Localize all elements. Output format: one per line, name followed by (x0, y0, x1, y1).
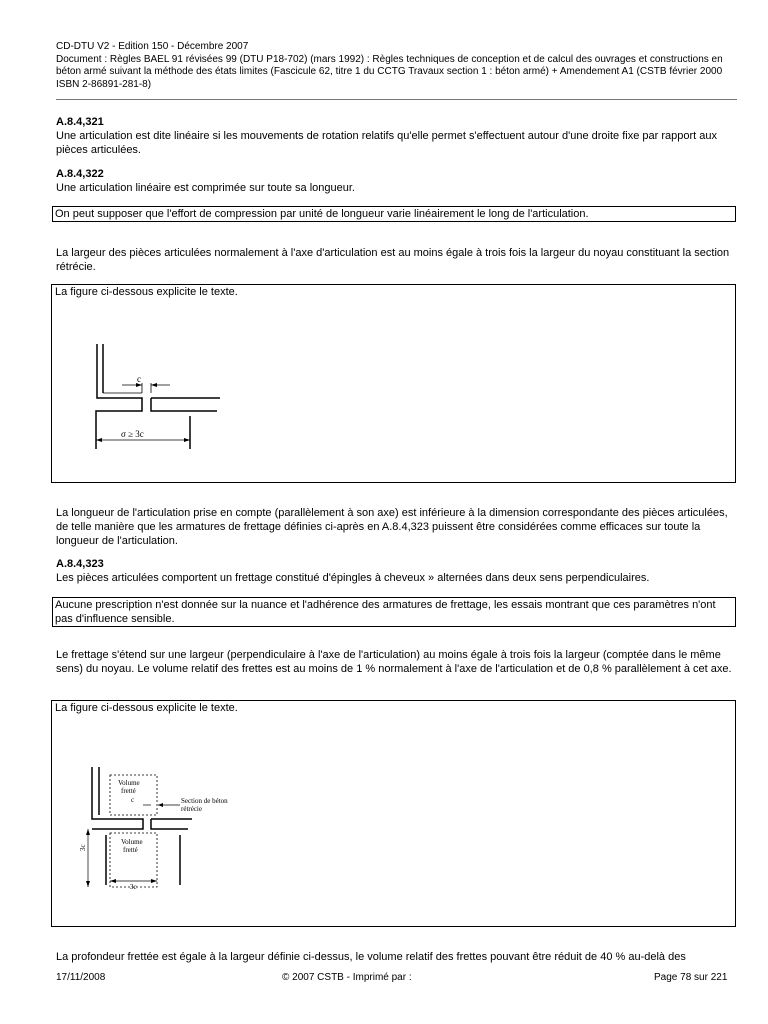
paragraph-profondeur: La profondeur frettée est égale à la largeur définie ci-dessus, le volume relatif des frettes pouvant être réduit de 40 % au-delà des (56, 951, 686, 963)
footer-copyright: © 2007 CSTB - Imprimé par : (282, 972, 412, 983)
comment-box (52, 597, 736, 627)
footer-page-number: Page 78 sur 221 (654, 972, 728, 983)
header-divider (56, 99, 737, 100)
label-retrecie: rétrécie (181, 805, 202, 813)
label-3c-horizontal: 3c (130, 883, 137, 891)
articulation-diagram (52, 285, 735, 482)
figure-box-1 (51, 284, 736, 483)
label-frette-top: fretté (121, 787, 136, 795)
section-text: Une articulation est dite linéaire si les mouvements de rotation relatifs qu'elle permet s'effectuent autour d'une droite fixe par rapport aux pièces articulées. (56, 130, 717, 156)
section-a84321 (56, 115, 740, 157)
section-text: Les pièces articulées comportent un frettage constitué d'épingles à cheveux » alternées dans deux sens perpendiculaires. (56, 572, 650, 584)
section-heading: A.8.4,322 (56, 168, 104, 180)
frettage-diagram (52, 701, 735, 926)
header-edition: CD-DTU V2 - Edition 150 - Décembre 2007 (56, 41, 249, 52)
section-heading: A.8.4,323 (56, 558, 104, 570)
label-c: c (137, 374, 141, 384)
label-section-beton: Section de béton (181, 797, 228, 805)
figure-box-2 (51, 700, 736, 927)
label-3c-vertical: 3c (79, 844, 87, 851)
section-text: Une articulation linéaire est comprimée sur toute sa longueur. (56, 182, 355, 194)
section-a84322 (56, 167, 740, 195)
header-document-title: Document : Règles BAEL 91 révisées 99 (DTU P18-702) (mars 1992) : Règles techniques de conception et de calcul des ouvrages et constructions en béton armé suivant la méthode des états limites (Fascicule 62, titre 1 du CCTG Travaux section 1 : béton armé) + Amendement A1 (CSTB février 2000 ISBN 2-86891-281-8) (56, 53, 723, 90)
comment-text: Aucune prescription n'est donnée sur la nuance et l'adhérence des armatures de frettage, les essais montrant que ces paramètres n'ont pas d'influence sensible. (55, 599, 716, 625)
paragraph-frettage: Le frettage s'étend sur une largeur (perpendiculaire à l'axe de l'articulation) au moins égale à trois fois la largeur (comptée dans le même sens) du noyau. Le volume relatif des frettes est au moins de 1 % normalement à l'axe de l'articulation et de 0,8 % parallèlement à cet axe. (56, 649, 732, 675)
label-volume-top: Volume (118, 779, 140, 787)
paragraph-longueur: La longueur de l'articulation prise en compte (parallèlement à son axe) est inférieure à la dimension correspondante des pièces articulées, de telle manière que les armatures de frettage définies ci-après en A.8.4,323 puissent être considérées comme efficaces sur toute la longueur de l'articulation. (56, 507, 728, 547)
section-heading: A.8.4,321 (56, 116, 104, 128)
figure-caption: La figure ci-dessous explicite le texte. (55, 286, 238, 298)
paragraph-largeur: La largeur des pièces articulées normalement à l'axe d'articulation est au moins égale à trois fois la largeur du noyau constituant la section rétrécie. (56, 247, 730, 273)
comment-box (52, 206, 736, 222)
label-volume-bottom: Volume (121, 838, 143, 846)
label-frette-bottom: fretté (123, 846, 138, 854)
figure-caption: La figure ci-dessous explicite le texte. (55, 702, 238, 714)
section-a84323 (56, 557, 740, 585)
document-header (56, 41, 746, 91)
label-sigma: σ ≥ 3c (121, 429, 144, 439)
label-c: c (131, 796, 135, 804)
comment-text: On peut supposer que l'effort de compression par unité de longueur varie linéairement le long de l'articulation. (55, 208, 589, 220)
footer-date: 17/11/2008 (56, 972, 106, 983)
